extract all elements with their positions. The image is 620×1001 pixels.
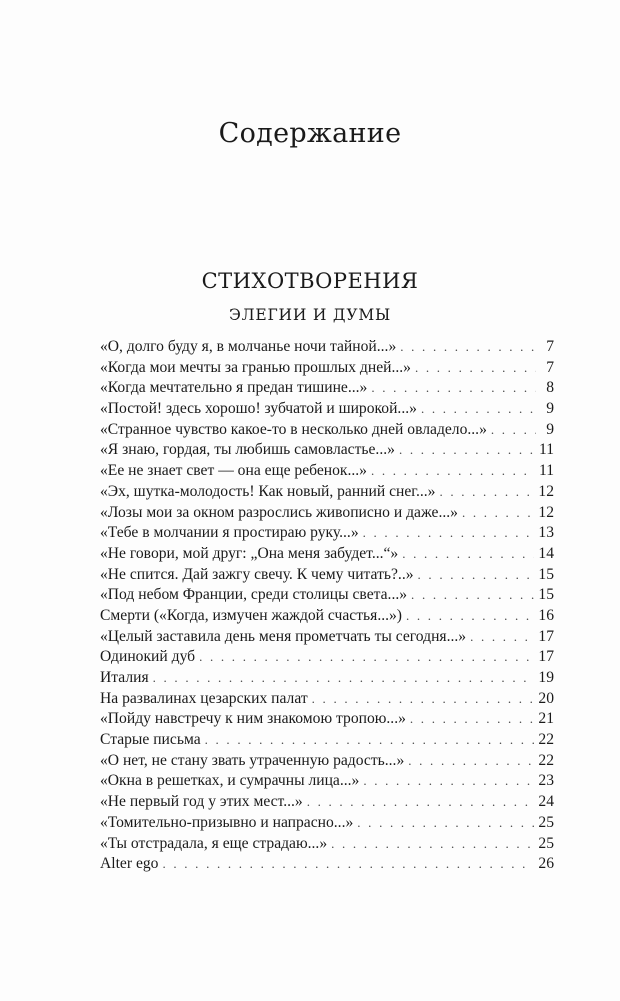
dot-leader	[439, 482, 534, 503]
toc-entry-title: «Целый заставила день меня прометчать ты сегодня...»	[100, 627, 467, 645]
toc-entry-page: 17	[538, 627, 554, 645]
dot-leader	[470, 627, 534, 648]
toc-entry-page: 25	[538, 813, 554, 831]
toc-entry-title: «Ты отстрадала, я еще страдаю...»	[100, 834, 328, 852]
toc-entry-title: «Окна в решетках, и сумрачны лица...»	[100, 772, 360, 790]
toc-entry-page: 11	[538, 462, 554, 480]
toc-entry-title: «Ее не знает свет — она еще ребенок...»	[100, 462, 367, 480]
toc-entry-page: 11	[538, 441, 554, 459]
toc-entry[interactable]	[100, 834, 554, 855]
dot-leader	[411, 585, 534, 606]
toc-entry-page: 7	[546, 338, 554, 355]
toc-entry-page: 23	[538, 772, 554, 790]
toc-entry[interactable]	[100, 565, 554, 586]
toc-entry-title: «О нет, не стану звать утраченную радость...»	[100, 751, 405, 769]
toc-entry[interactable]	[100, 792, 554, 813]
toc-entry-page: 15	[538, 565, 554, 583]
toc-entry-title: «О, долго буду я, в молчанье ночи тайной...»	[100, 338, 397, 355]
dot-leader	[162, 854, 534, 875]
page-title: Содержание	[218, 118, 402, 149]
toc-entry-title: Старые письма	[100, 731, 201, 749]
toc-entry[interactable]	[100, 585, 554, 606]
toc-entry-page: 8	[546, 379, 554, 397]
dot-leader	[402, 544, 534, 565]
toc-entry[interactable]	[100, 420, 554, 441]
toc-entry[interactable]	[100, 399, 554, 420]
dot-leader	[415, 358, 536, 379]
table-of-contents	[100, 337, 554, 875]
toc-entry-page: 15	[538, 586, 554, 604]
toc-entry[interactable]	[100, 482, 554, 503]
dot-leader	[400, 337, 536, 358]
toc-entry[interactable]	[100, 751, 554, 772]
dot-leader	[363, 771, 534, 792]
toc-entry[interactable]	[100, 440, 554, 461]
toc-entry-title: «Странное чувство какое-то в несколько дней овладело...»	[100, 420, 487, 438]
toc-entry[interactable]	[100, 358, 554, 379]
toc-entry-title: «Эх, шутка-молодость! Как новый, ранний снег...»	[100, 482, 436, 500]
toc-entry-page: 19	[538, 669, 554, 686]
toc-entry-page: 25	[538, 834, 554, 852]
toc-entry[interactable]	[100, 730, 554, 751]
dot-leader	[421, 399, 536, 420]
toc-entry-title: Смерти («Когда, измучен жаждой счастья...»)	[100, 606, 402, 624]
dot-leader	[371, 461, 535, 482]
toc-entry-page: 9	[546, 400, 554, 418]
toc-entry-page: 13	[538, 524, 554, 542]
toc-entry[interactable]	[100, 337, 554, 358]
toc-entry-title: Италия	[100, 669, 149, 686]
section-title: СТИХОТВОРЕНИЯ	[201, 269, 419, 293]
toc-entry-title: На развалинах цезарских палат	[100, 689, 308, 707]
toc-entry-title: Alter ego	[100, 855, 159, 873]
toc-entry-title: «Постой! здесь хорошо! зубчатой и широкой...»	[100, 400, 417, 418]
toc-entry-page: 24	[538, 793, 554, 811]
toc-entry[interactable]	[100, 668, 554, 689]
toc-entry-page: 22	[538, 731, 554, 749]
dot-leader	[331, 834, 534, 855]
toc-entry-page: 12	[538, 482, 554, 500]
toc-entry[interactable]	[100, 503, 554, 524]
toc-entry-title: «Лозы мои за окном разрослись живописно и даже...»	[100, 503, 458, 521]
toc-entry[interactable]	[100, 606, 554, 627]
dot-leader	[307, 792, 535, 813]
toc-entry-title: «Тебе в молчании я простираю руку...»	[100, 524, 359, 542]
toc-entry-title: «Томительно-призывно и напрасно...»	[100, 813, 354, 831]
toc-entry[interactable]	[100, 461, 554, 482]
toc-entry-title: «Под небом Франции, среди столицы света...»	[100, 586, 408, 604]
toc-entry-page: 9	[546, 420, 554, 438]
toc-entry-page: 12	[538, 503, 554, 521]
dot-leader	[408, 751, 534, 772]
dot-leader	[153, 668, 535, 689]
dot-leader	[410, 709, 535, 730]
toc-entry-title: «Когда мечтательно я предан тишине...»	[100, 379, 368, 397]
dot-leader	[205, 730, 535, 751]
dot-leader	[406, 606, 534, 627]
toc-entry[interactable]	[100, 689, 554, 710]
toc-entry-title: «Не спится. Дай зажгу свечу. К чему читать?..»	[100, 565, 414, 583]
toc-entry-page: 20	[538, 689, 554, 707]
toc-entry-page: 26	[538, 855, 554, 873]
dot-leader	[371, 378, 536, 399]
toc-entry[interactable]	[100, 627, 554, 648]
toc-entry-title: «Не говори, мой друг: „Она меня забудет...“»	[100, 544, 399, 562]
dot-leader	[363, 523, 535, 544]
toc-entry-page: 16	[538, 606, 554, 624]
toc-entry-page: 22	[538, 751, 554, 769]
dot-leader	[199, 647, 534, 668]
dot-leader	[491, 420, 536, 441]
toc-entry-page: 21	[538, 710, 554, 728]
toc-entry-page: 17	[538, 648, 554, 666]
toc-entry[interactable]	[100, 544, 554, 565]
toc-entry[interactable]	[100, 813, 554, 834]
dot-leader	[418, 565, 535, 586]
toc-entry[interactable]	[100, 709, 554, 730]
toc-entry[interactable]	[100, 854, 554, 875]
toc-entry[interactable]	[100, 378, 554, 399]
dot-leader	[312, 689, 535, 710]
toc-entry-page: 7	[546, 358, 554, 376]
toc-entry[interactable]	[100, 647, 554, 668]
subsection-title: ЭЛЕГИИ И ДУМЫ	[228, 306, 392, 324]
toc-entry[interactable]	[100, 523, 554, 544]
toc-entry-title: Одинокий дуб	[100, 648, 196, 666]
dot-leader	[462, 503, 534, 524]
toc-entry-title: «Пойду навстречу к ним знакомою тропою...»	[100, 710, 406, 728]
toc-entry-title: «Я знаю, гордая, ты любишь самовластье...»	[100, 441, 395, 459]
toc-entry-title: «Не первый год у этих мест...»	[100, 793, 303, 811]
toc-entry-page: 14	[538, 544, 554, 562]
dot-leader	[399, 440, 535, 461]
toc-entry[interactable]	[100, 771, 554, 792]
toc-entry-title: «Когда мои мечты за гранью прошлых дней...»	[100, 358, 411, 376]
dot-leader	[357, 813, 534, 834]
